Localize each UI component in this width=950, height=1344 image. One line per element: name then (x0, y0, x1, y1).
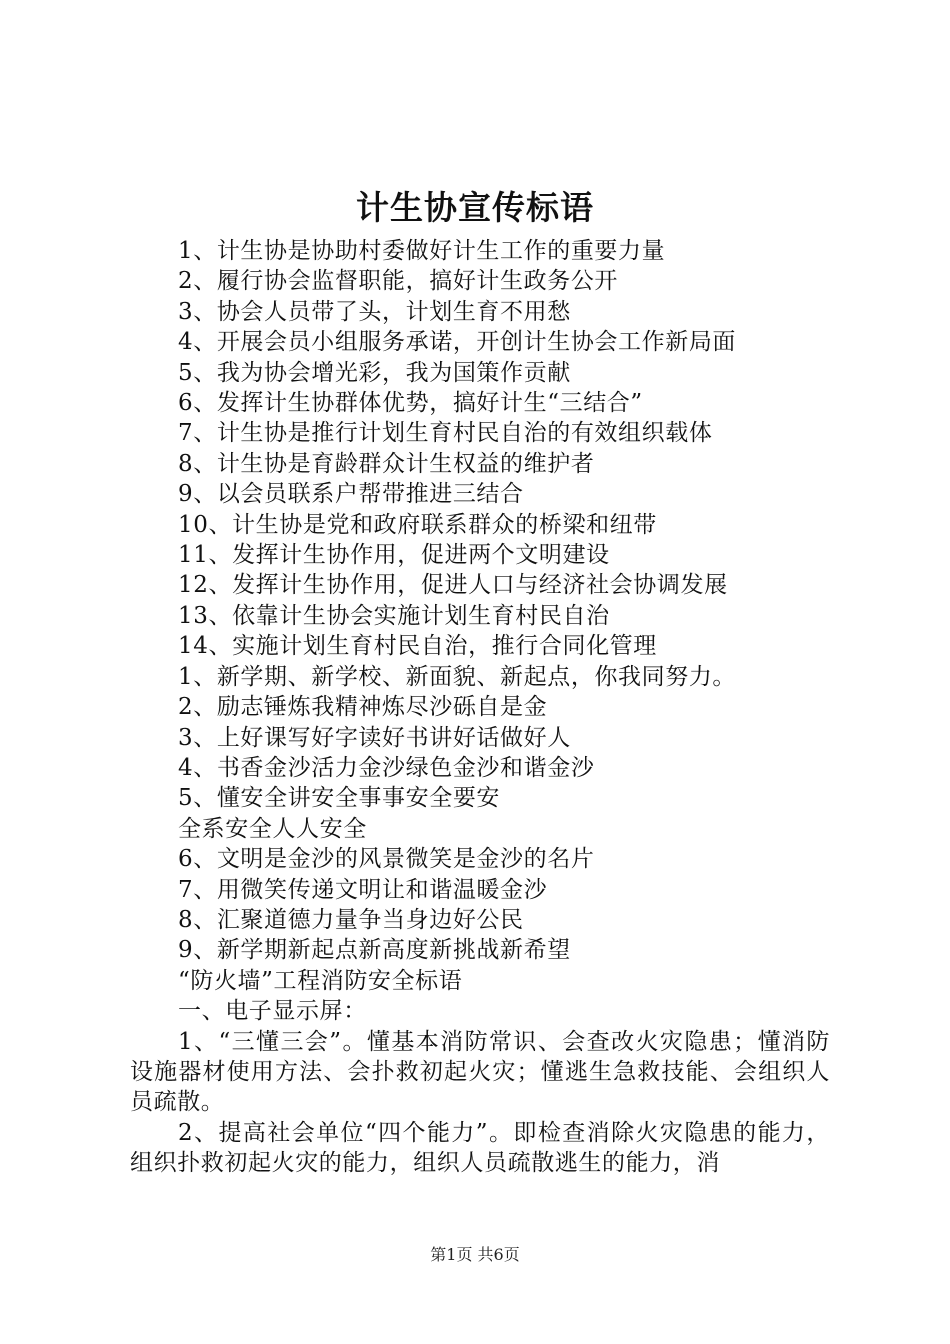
section-heading: “防火墙”工程消防安全标语 (178, 967, 463, 994)
slogan-line: 11、发挥计生协作用，促进两个文明建设 (178, 542, 610, 569)
section-subheading: 一、电子显示屏： (178, 998, 367, 1025)
slogan-line: 2、履行协会监督职能，搞好计生政务公开 (178, 268, 619, 295)
slogan-line: 8、计生协是育龄群众计生权益的维护者 (178, 450, 595, 477)
document-body (130, 236, 830, 1179)
slogan-line: 7、用微笑传递文明让和谐温暖金沙 (178, 876, 548, 903)
slogan-line: 6、发挥计生协群体优势，搞好计生“三结合” (178, 390, 643, 417)
slogan-line: 5、懂安全讲安全事事安全要安 (178, 785, 501, 812)
slogan-line: 3、协会人员带了头，计划生育不用愁 (178, 298, 571, 325)
slogan-line: 1、计生协是协助村委做好计生工作的重要力量 (178, 238, 666, 264)
slogan-line: 4、开展会员小组服务承诺，开创计生协会工作新局面 (178, 329, 737, 356)
slogan-line: 5、我为协会增光彩，我为国策作贡献 (178, 359, 571, 386)
document-title: 计生协宣传标语 (356, 188, 594, 227)
slogan-line: 8、汇聚道德力量争当身边好公民 (178, 906, 524, 933)
slogan-line: 9、以会员联系户帮带推进三结合 (178, 481, 524, 508)
page-number-footer: 第1页 共6页 (430, 1245, 520, 1264)
slogan-line: 6、文明是金沙的风景微笑是金沙的名片 (178, 846, 595, 873)
slogan-line: 13、依靠计生协会实施计划生育村民自治 (178, 602, 610, 629)
slogan-line: 3、上好课写好字读好书讲好话做好人 (178, 724, 571, 751)
slogan-line: 1、新学期、新学校、新面貌、新起点，你我同努力。 (178, 663, 737, 690)
slogan-line: 10、计生协是党和政府联系群众的桥梁和纽带 (178, 511, 657, 538)
slogan-line: 7、计生协是推行计划生育村民自治的有效组织载体 (178, 420, 713, 447)
slogan-line: 12、发挥计生协作用，促进人口与经济社会协调发展 (178, 572, 728, 599)
body-paragraph: 1、“三懂三会”。懂基本消防常识、会查改火灾隐患；懂消防设施器材使用方法、会扑救初起火灾；懂逃生急救技能、会组织人员疏散。 (130, 1028, 830, 1116)
slogan-line: 14、实施计划生育村民自治，推行合同化管理 (178, 633, 657, 660)
slogan-line: 2、励志锤炼我精神炼尽沙砾自是金 (178, 694, 548, 721)
body-paragraph: 2、提高社会单位“四个能力”。即检查消除火灾隐患的能力，组织扑救初起火灾的能力，组织人员疏散逃生的能力，消 (130, 1119, 830, 1177)
slogan-line: 9、新学期新起点新高度新挑战新希望 (178, 937, 571, 964)
slogan-line: 全系安全人人安全 (178, 815, 367, 842)
slogan-line: 4、书香金沙活力金沙绿色金沙和谐金沙 (178, 754, 595, 781)
